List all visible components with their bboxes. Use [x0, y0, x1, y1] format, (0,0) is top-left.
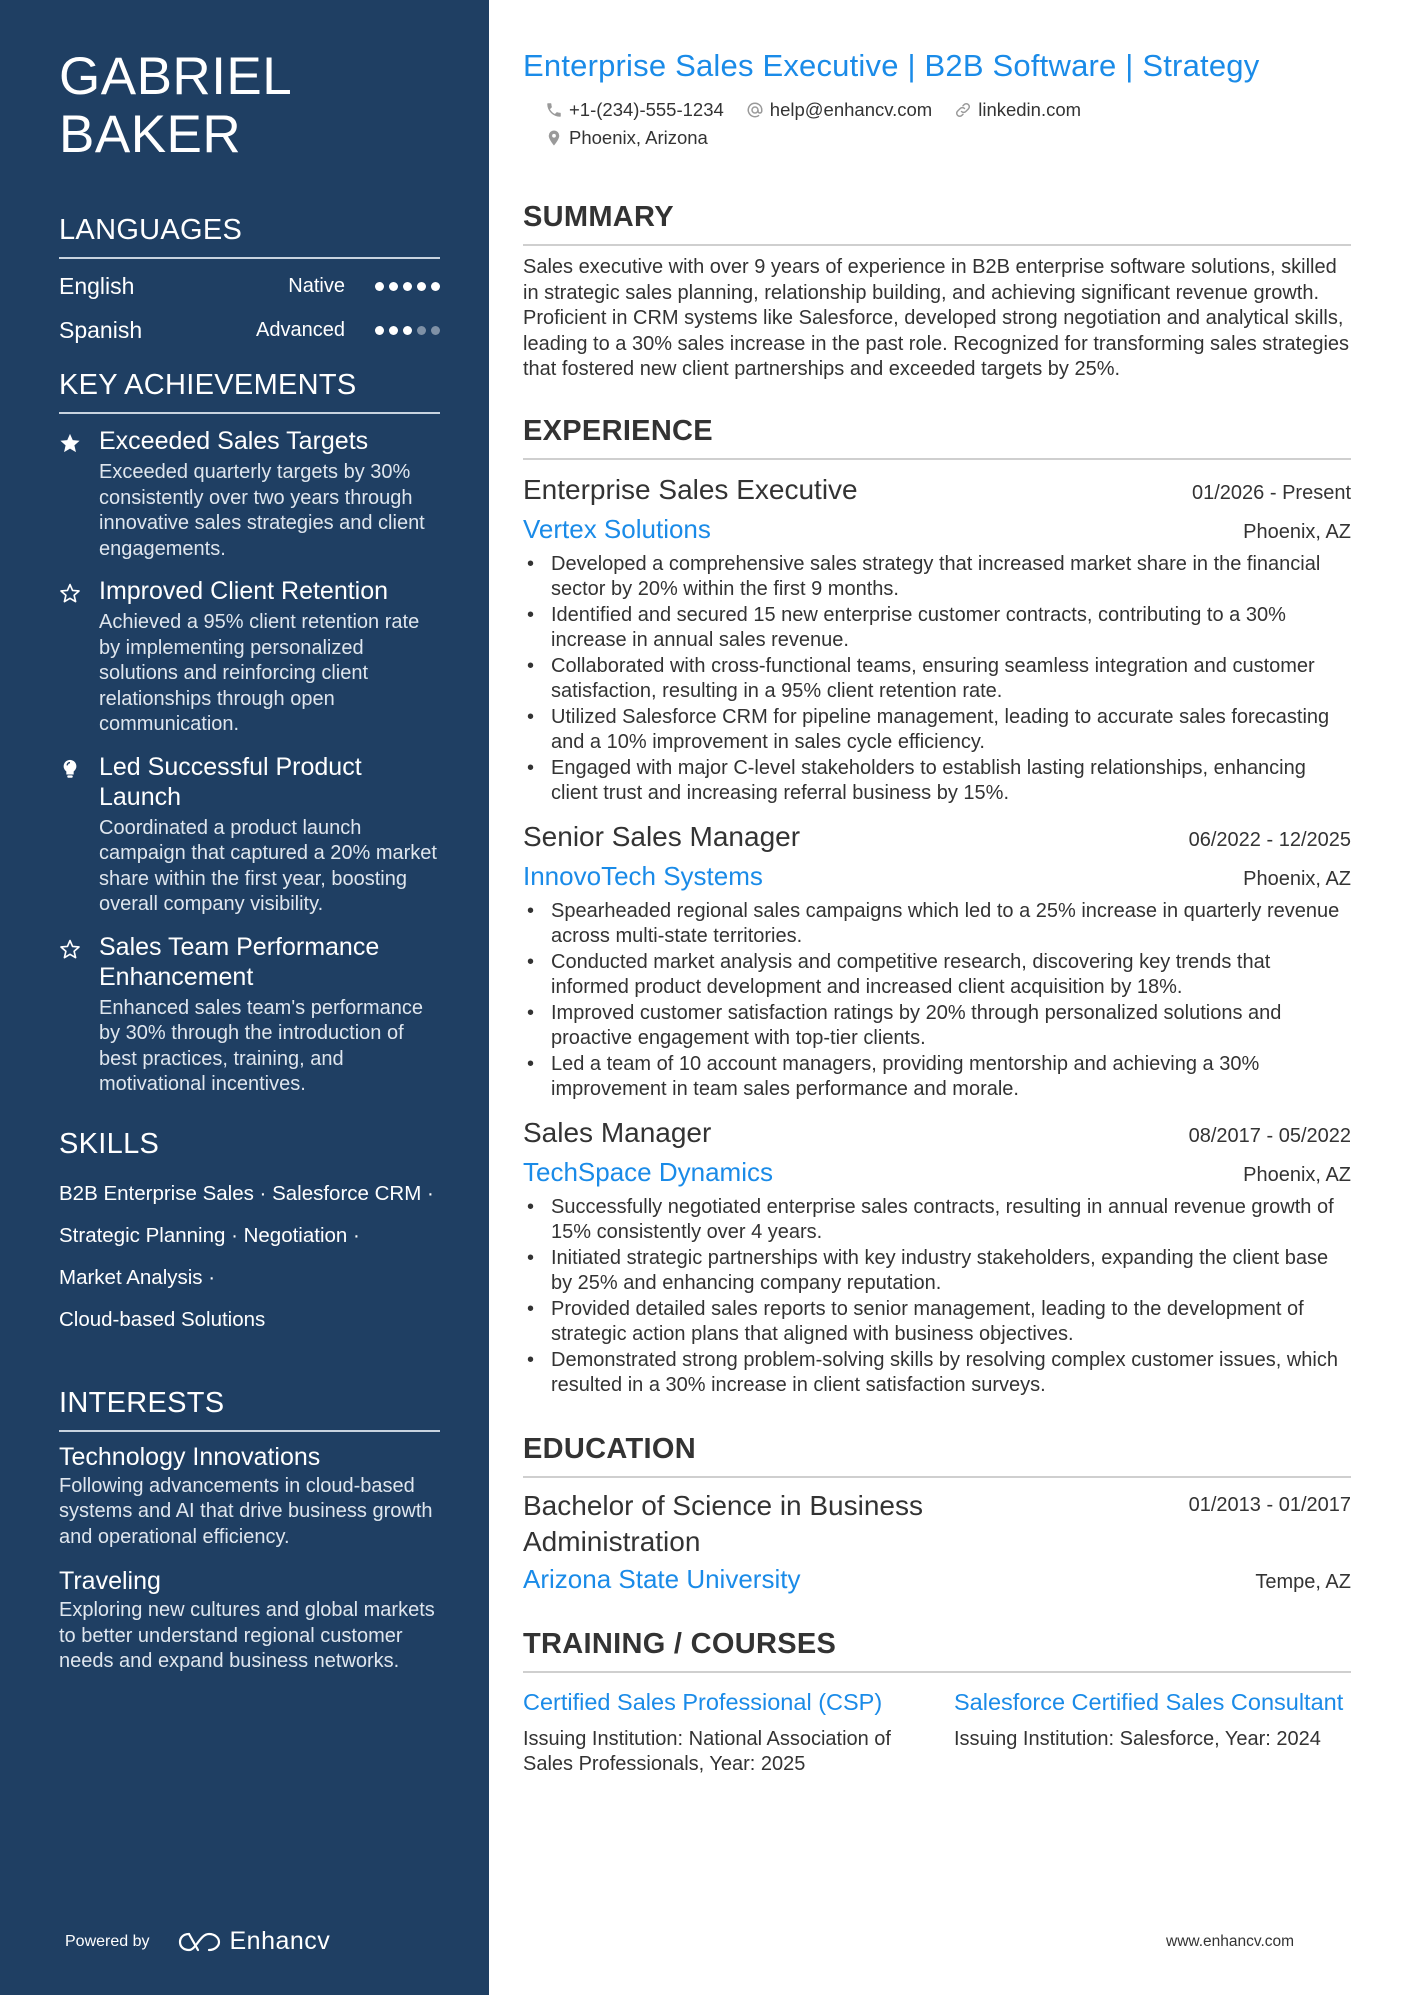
achievement-title: Led Successful Product Launch [99, 752, 362, 811]
skills-section [59, 1128, 440, 1341]
rating-dot [403, 326, 412, 335]
job-entry [523, 817, 1351, 1103]
phone-text: +1-(234)-555-1234 [569, 99, 724, 120]
enhancv-logo-icon [178, 1931, 222, 1953]
job-bullet: • Utilized Salesforce CRM for pipeline management, leading to accurate sales forecasting and a 10% improvement in sales cycle efficiency. [523, 705, 1351, 756]
training-section [523, 1628, 1351, 1778]
achievement-desc: Achieved a 95% client retention rate by implementing personalized solutions and reinforcing client relationships through open communication. [99, 611, 420, 735]
job-bullet: • Developed a comprehensive sales strategy that increased market share in the financial sector by 20% within the first 9 months. [523, 552, 1351, 603]
training-title: TRAINING / COURSES [523, 1628, 1351, 1673]
language-rating [375, 326, 440, 335]
course-title: Certified Sales Professional (CSP) [523, 1688, 883, 1715]
interest-title: Technology Innovations [59, 1442, 321, 1471]
job-title: Senior Sales Manager [523, 820, 801, 852]
interest-item [59, 1440, 440, 1551]
achievement-title: Improved Client Retention [99, 577, 389, 605]
course-desc: Issuing Institution: Salesforce, Year: 2024 [954, 1727, 1321, 1750]
job-date: 06/2022 - 12/2025 [1188, 828, 1351, 851]
rating-dot [389, 326, 398, 335]
rating-dot [375, 282, 384, 291]
achievement-item [59, 426, 440, 562]
course-title: Salesforce Certified Sales Consultant [954, 1688, 1344, 1715]
job-bullet: • Demonstrated strong problem-solving skills by resolving complex customer issues, which resulted in a 30% increase in client satisfaction surveys. [523, 1348, 1351, 1399]
achievement-title: Sales Team Performance Enhancement [99, 932, 380, 991]
star-filled-icon [59, 426, 99, 562]
course-item [523, 1687, 920, 1778]
interest-title: Traveling [59, 1567, 161, 1595]
language-level: Advanced [256, 318, 345, 341]
language-rating [375, 282, 440, 291]
job-bullets [523, 552, 1351, 807]
email-text: help@enhancv.com [769, 99, 933, 120]
job-bullet: • Spearheaded regional sales campaigns which led to a 25% increase in quarterly revenue across multi-state territories. [523, 899, 1351, 950]
job-bullet: • Conducted market analysis and competitive research, discovering key trends that informed product development and increased client acquisition by 18%. [523, 950, 1351, 1001]
job-bullet: • Improved customer satisfaction ratings by 20% through personalized solutions and proactive engagement with top-tier clients. [523, 1001, 1351, 1052]
job-entry [523, 1113, 1351, 1399]
achievement-title: Exceeded Sales Targets [99, 427, 369, 455]
brand-name: Enhancv [229, 1927, 331, 1955]
powered-by [65, 1927, 330, 1956]
skills-title: SKILLS [59, 1127, 160, 1160]
achievement-desc: Enhanced sales team's performance by 30% through the introduction of best practices, training, and motivational incentives. [99, 996, 423, 1095]
at-icon [746, 101, 764, 119]
location-pin-icon [545, 129, 563, 147]
skills-line: B2B Enterprise Sales · Salesforce CRM · [59, 1181, 434, 1205]
summary-section [523, 201, 1351, 383]
job-bullets [523, 1195, 1351, 1399]
job-title: Enterprise Sales Executive [523, 473, 858, 505]
skills-list [59, 1173, 440, 1341]
contact-info [523, 96, 1351, 152]
achievement-item [59, 932, 440, 1098]
powered-by-label: Powered by [65, 1932, 150, 1950]
job-company: Vertex Solutions [523, 513, 711, 544]
location-text: Phoenix, Arizona [569, 127, 708, 148]
language-name: English [59, 272, 135, 299]
rating-dot [403, 282, 412, 291]
headline: Enterprise Sales Executive | B2B Software | Strategy [523, 48, 1260, 83]
course-item [954, 1687, 1351, 1778]
education-entry [523, 1488, 1351, 1598]
job-bullet: • Led a team of 10 account managers, providing mentorship and achieving a 30% improvement in team sales performance and morale. [523, 1052, 1351, 1103]
phone-contact[interactable] [545, 96, 724, 124]
achievement-desc: Coordinated a product launch campaign that captured a 20% market share within the first year, boosting overall company visibility. [99, 816, 437, 915]
interests-section [59, 1387, 440, 1675]
phone-icon [545, 101, 563, 119]
rating-dot [417, 326, 426, 335]
linkedin-text: linkedin.com [978, 99, 1082, 120]
job-bullet: • Provided detailed sales reports to senior management, leading to the development of strategic action plans that aligned with business objectives. [523, 1297, 1351, 1348]
job-company: InnovoTech Systems [523, 860, 763, 891]
summary-text: Sales executive with over 9 years of experience in B2B enterprise software solutions, skilled in strategic sales planning, relationship building, and achieving significant revenue growth. Proficient in CRM systems like Salesforce, developed strong negotiation and analytical skills, leading to a 30% sales increase in the past role. Recognized for transforming sales strategies that fostered new client partnerships and exceeded targets by 25%. [523, 256, 1350, 380]
job-bullet: • Identified and secured 15 new enterprise customer contracts, contributing to a 30% increase in annual sales revenue. [523, 603, 1351, 654]
edu-date: 01/2013 - 01/2017 [1188, 1493, 1351, 1516]
achievement-desc: Exceeded quarterly targets by 30% consistently over two years through innovative sales strategies and client engagements. [99, 461, 425, 560]
job-date: 01/2026 - Present [1192, 481, 1351, 504]
job-bullet: • Engaged with major C-level stakeholders to establish lasting relationships, enhancing client trust and increasing referral business by 15%. [523, 756, 1351, 807]
main-content [523, 0, 1351, 1778]
language-row [59, 269, 440, 303]
language-row [59, 313, 440, 347]
summary-title: SUMMARY [523, 201, 1351, 246]
enhancv-logo[interactable] [178, 1927, 331, 1956]
job-bullet: • Collaborated with cross-functional teams, ensuring seamless integration and customer satisfaction, resulting in a 95% client retention rate. [523, 654, 1351, 705]
linkedin-contact[interactable] [954, 96, 1081, 124]
achievement-item [59, 752, 440, 918]
skills-line: Strategic Planning · Negotiation · [59, 1223, 360, 1247]
achievements-section [59, 369, 440, 1098]
rating-dot [389, 282, 398, 291]
education-section [523, 1433, 1351, 1598]
job-location: Phoenix, AZ [1243, 1163, 1351, 1186]
rating-dot [417, 282, 426, 291]
interest-item [59, 1564, 440, 1675]
skills-line: Cloud-based Solutions [59, 1307, 266, 1331]
skills-line: Market Analysis · [59, 1265, 216, 1289]
location-contact [545, 124, 708, 152]
star-outline-icon [59, 932, 99, 1098]
job-title: Sales Manager [523, 1116, 712, 1148]
language-name: Spanish [59, 316, 143, 343]
job-company: TechSpace Dynamics [523, 1156, 773, 1187]
link-icon [954, 101, 972, 119]
education-title: EDUCATION [523, 1433, 1351, 1478]
rating-dot [431, 326, 440, 335]
language-level: Native [288, 274, 345, 297]
candidate-name: GABRIEL BAKER [59, 47, 291, 164]
achievement-item [59, 576, 440, 738]
lightbulb-icon [59, 752, 99, 918]
job-location: Phoenix, AZ [1243, 520, 1351, 543]
edu-location: Tempe, AZ [1255, 1570, 1351, 1593]
experience-section [523, 415, 1351, 1399]
email-contact[interactable] [746, 96, 932, 124]
job-date: 08/2017 - 05/2022 [1188, 1124, 1351, 1147]
job-entry [523, 470, 1351, 807]
interest-desc: Exploring new cultures and global markets to better understand regional customer needs and expand business networks. [59, 1599, 435, 1672]
courses-list [523, 1687, 1351, 1778]
job-location: Phoenix, AZ [1243, 867, 1351, 890]
job-bullet: • Successfully negotiated enterprise sales contracts, resulting in annual revenue growth of 15% consistently over 4 years. [523, 1195, 1351, 1246]
interests-title: INTERESTS [59, 1387, 440, 1432]
edu-school: Arizona State University [523, 1563, 801, 1594]
star-outline-icon [59, 576, 99, 738]
languages-section [59, 214, 440, 347]
languages-title: LANGUAGES [59, 214, 440, 259]
achievements-title: KEY ACHIEVEMENTS [59, 369, 440, 414]
course-desc: Issuing Institution: National Association of Sales Professionals, Year: 2025 [523, 1727, 891, 1775]
rating-dot [431, 282, 440, 291]
interest-desc: Following advancements in cloud-based systems and AI that drive business growth and operational efficiency. [59, 1474, 433, 1548]
job-bullet: • Initiated strategic partnerships with key industry stakeholders, expanding the client base by 25% and enhancing company reputation. [523, 1246, 1351, 1297]
job-bullets [523, 899, 1351, 1103]
website-link[interactable]: www.enhancv.com [1166, 1933, 1295, 1950]
edu-degree: Bachelor of Science in Business Administration [523, 1489, 923, 1557]
rating-dot [375, 326, 384, 335]
sidebar [0, 0, 489, 1995]
experience-title: EXPERIENCE [523, 415, 1351, 460]
